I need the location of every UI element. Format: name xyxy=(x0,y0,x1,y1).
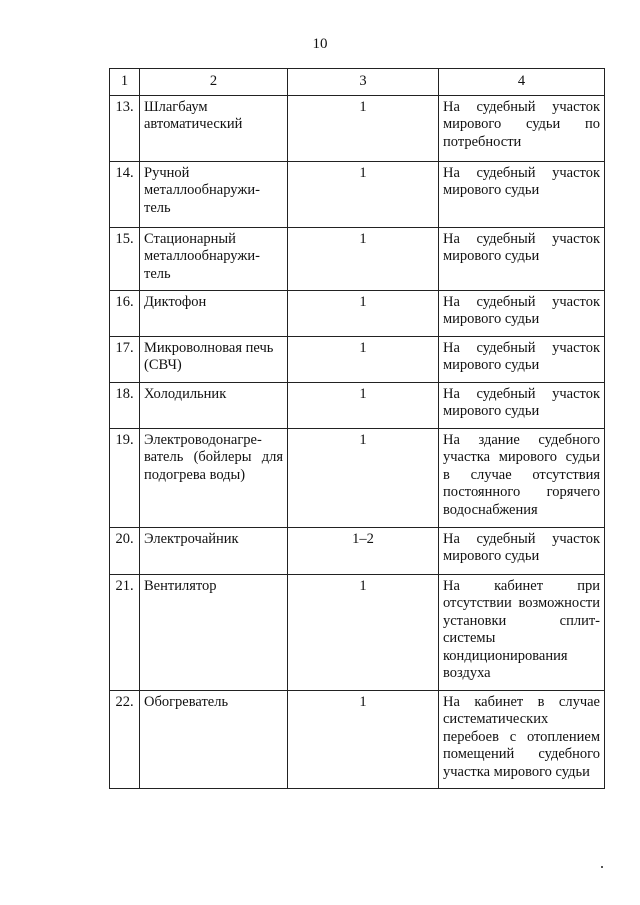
row-number: 22. xyxy=(110,690,140,788)
item-note: На кабинет при отсутствии возможности установки сплит-системы кондиционирования воздуха xyxy=(439,574,605,690)
item-name: Шлагбаум автоматический xyxy=(140,95,288,161)
item-quantity: 1 xyxy=(288,690,439,788)
row-number: 19. xyxy=(110,428,140,527)
item-name: Электроводонагре-ватель (бойлеры для подогрева воды) xyxy=(140,428,288,527)
item-note: На судебный участок мирового судьи xyxy=(439,336,605,382)
item-name: Стационарный металлообнаружи-тель xyxy=(140,227,288,290)
item-quantity: 1 xyxy=(288,227,439,290)
table-row xyxy=(110,527,605,574)
scan-speck xyxy=(601,866,603,868)
item-note: На здание судебного участка мирового судьи в случае отсутствия постоянного горячего водоснабжения xyxy=(439,428,605,527)
item-note: На кабинет в случае систематических перебоев с отоплением помещений судебного участка мирового судьи xyxy=(439,690,605,788)
table-row xyxy=(110,382,605,428)
item-quantity: 1 xyxy=(288,95,439,161)
item-note: На судебный участок мирового судьи xyxy=(439,227,605,290)
row-number: 20. xyxy=(110,527,140,574)
item-name: Обогреватель xyxy=(140,690,288,788)
header-row xyxy=(110,69,605,96)
item-quantity: 1 xyxy=(288,574,439,690)
table-row xyxy=(110,336,605,382)
item-quantity: 1 xyxy=(288,336,439,382)
table-row xyxy=(110,574,605,690)
table-row xyxy=(110,428,605,527)
item-name: Диктофон xyxy=(140,290,288,336)
item-note: На судебный участок мирового судьи xyxy=(439,527,605,574)
table-row xyxy=(110,290,605,336)
item-quantity: 1 xyxy=(288,382,439,428)
item-name: Вентилятор xyxy=(140,574,288,690)
row-number: 16. xyxy=(110,290,140,336)
row-number: 15. xyxy=(110,227,140,290)
table-body xyxy=(110,95,605,788)
item-quantity: 1 xyxy=(288,161,439,227)
table-row xyxy=(110,690,605,788)
row-number: 13. xyxy=(110,95,140,161)
item-name: Холодильник xyxy=(140,382,288,428)
item-note: На судебный участок мирового судьи по потребности xyxy=(439,95,605,161)
table-header xyxy=(110,69,605,96)
header-col-1: 1 xyxy=(110,69,140,96)
table-row xyxy=(110,161,605,227)
header-col-2: 2 xyxy=(140,69,288,96)
row-number: 18. xyxy=(110,382,140,428)
item-note: На судебный участок мирового судьи xyxy=(439,290,605,336)
item-note: На судебный участок мирового судьи xyxy=(439,161,605,227)
table-row xyxy=(110,227,605,290)
item-name: Микроволновая печь (СВЧ) xyxy=(140,336,288,382)
table-row xyxy=(110,95,605,161)
item-name: Электрочайник xyxy=(140,527,288,574)
item-quantity: 1–2 xyxy=(288,527,439,574)
row-number: 17. xyxy=(110,336,140,382)
item-quantity: 1 xyxy=(288,428,439,527)
equipment-table xyxy=(109,68,605,789)
item-name: Ручной металлообнаружи-тель xyxy=(140,161,288,227)
header-col-3: 3 xyxy=(288,69,439,96)
row-number: 21. xyxy=(110,574,140,690)
header-col-4: 4 xyxy=(439,69,605,96)
item-note: На судебный участок мирового судьи xyxy=(439,382,605,428)
item-quantity: 1 xyxy=(288,290,439,336)
row-number: 14. xyxy=(110,161,140,227)
page-number: 10 xyxy=(312,36,328,52)
